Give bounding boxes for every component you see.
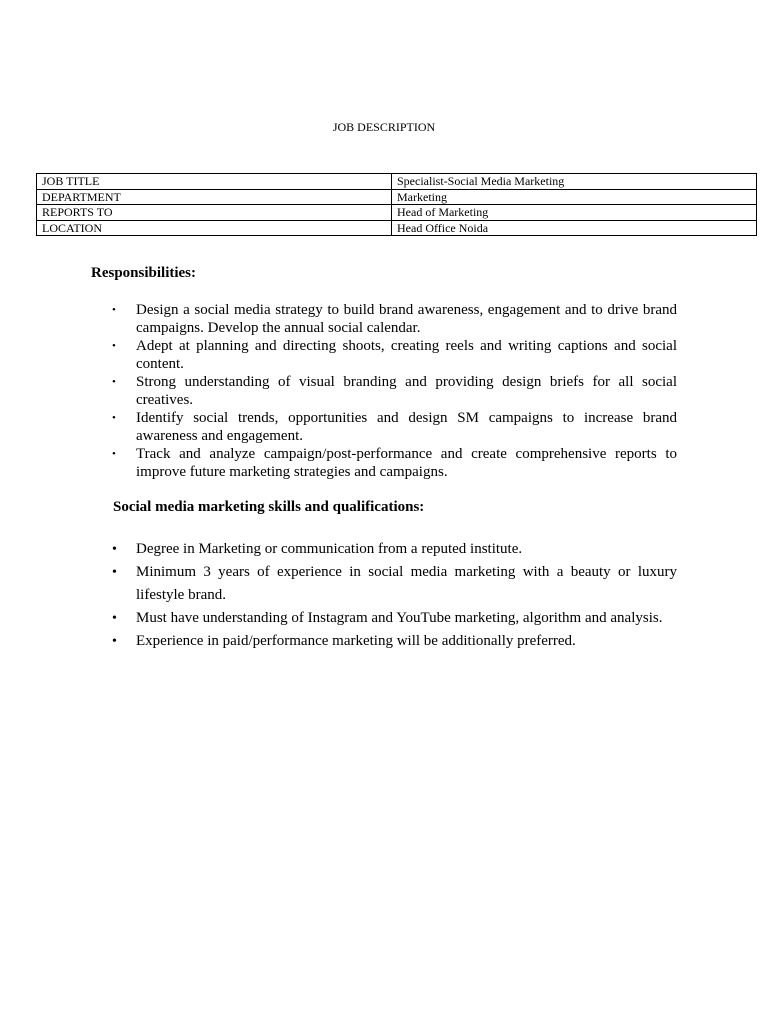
reports-to-value: Head of Marketing xyxy=(392,205,757,221)
list-item xyxy=(112,337,677,373)
bullet-icon: • xyxy=(112,412,116,424)
department-value: Marketing xyxy=(392,189,757,205)
bullet-icon: • xyxy=(112,611,117,626)
department-label: DEPARTMENT xyxy=(37,189,392,205)
job-title-label: JOB TITLE xyxy=(37,174,392,190)
bullet-icon: • xyxy=(112,542,117,557)
table-row xyxy=(37,220,757,236)
location-value: Head Office Noida xyxy=(392,220,757,236)
list-item xyxy=(112,630,677,653)
list-item-text: Design a social media strategy to build brand awareness, engagement and to drive brand campaigns. Develop the annual social calendar. xyxy=(136,302,677,336)
page-title: JOB DESCRIPTION xyxy=(332,120,436,134)
list-item-text: Track and analyze campaign/post-performance and create comprehensive reports to improve future marketing strategies and campaigns. xyxy=(136,446,677,480)
job-info-table xyxy=(36,173,757,236)
bullet-icon: • xyxy=(112,565,117,580)
list-item-text: Adept at planning and directing shoots, creating reels and writing captions and social content. xyxy=(136,338,677,372)
list-item-text: Degree in Marketing or communication from a reputed institute. xyxy=(136,541,523,557)
table-row xyxy=(37,189,757,205)
list-item xyxy=(112,409,677,445)
list-item-text: Identify social trends, opportunities and design SM campaigns to increase brand awareness and engagement. xyxy=(136,410,677,444)
list-item-text: Minimum 3 years of experience in social media marketing with a beauty or luxury lifestyle brand. xyxy=(136,564,677,603)
table-row xyxy=(37,174,757,190)
list-item xyxy=(112,445,677,481)
table-row xyxy=(37,205,757,221)
list-item xyxy=(112,538,677,561)
responsibilities-list xyxy=(112,301,677,481)
list-item xyxy=(112,607,677,630)
list-item xyxy=(112,301,677,337)
bullet-icon: • xyxy=(112,376,116,388)
bullet-icon: • xyxy=(112,340,116,352)
job-title-value: Specialist-Social Media Marketing xyxy=(392,174,757,190)
list-item-text: Experience in paid/performance marketing will be additionally preferred. xyxy=(136,633,576,649)
responsibilities-heading: Responsibilities: xyxy=(91,265,197,281)
list-item xyxy=(112,561,677,607)
location-label: LOCATION xyxy=(37,220,392,236)
bullet-icon: • xyxy=(112,304,116,316)
list-item-text: Must have understanding of Instagram and YouTube marketing, algorithm and analysis. xyxy=(136,610,663,626)
skills-heading: Social media marketing skills and qualifications: xyxy=(113,499,425,515)
bullet-icon: • xyxy=(112,448,116,460)
list-item-text: Strong understanding of visual branding and providing design briefs for all social creatives. xyxy=(136,374,677,408)
bullet-icon: • xyxy=(112,634,117,649)
list-item xyxy=(112,373,677,409)
reports-to-label: REPORTS TO xyxy=(37,205,392,221)
skills-list xyxy=(112,538,677,653)
